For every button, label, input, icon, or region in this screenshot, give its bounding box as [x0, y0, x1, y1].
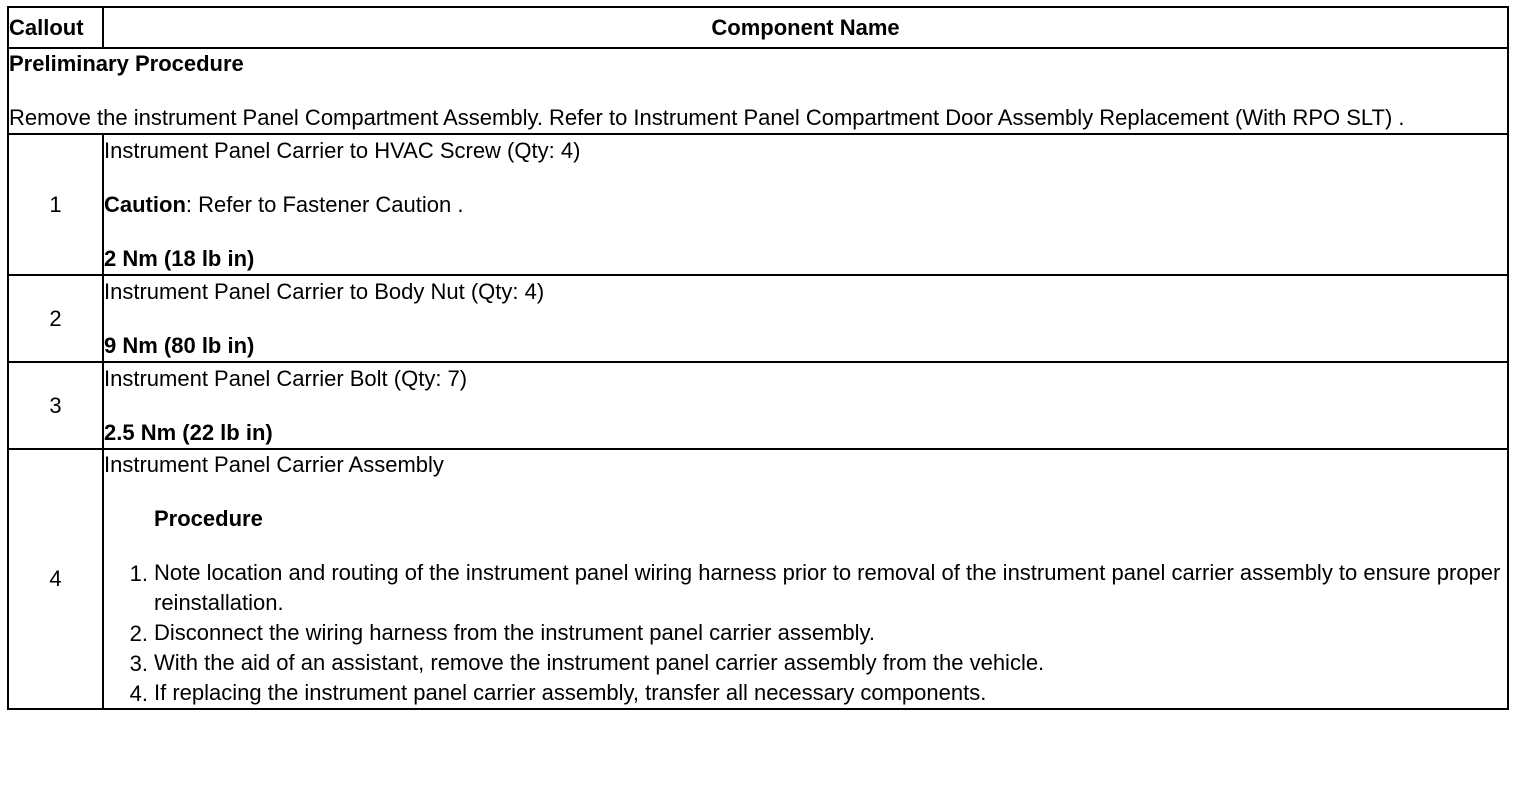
step-number: 2. — [129, 621, 148, 646]
callout-header: Callout — [8, 7, 103, 48]
torque-spec: 2 Nm (18 lb in) — [104, 245, 255, 271]
preliminary-heading: Preliminary Procedure — [9, 51, 244, 76]
step-text: With the aid of an assistant, remove the instrument panel carrier assembly from the vehicle. — [154, 650, 1045, 675]
component-cell — [103, 134, 1508, 275]
component-cell — [103, 449, 1508, 709]
component-cell — [103, 362, 1508, 449]
component-cell — [103, 275, 1508, 362]
torque-spec: 2.5 Nm (22 lb in) — [104, 419, 273, 445]
callout-number: 4 — [8, 449, 103, 709]
caution-text: : Refer to Fastener Caution . — [185, 191, 464, 217]
component-name: Instrument Panel Carrier Bolt (Qty: 7) — [104, 365, 468, 391]
procedure-title: Procedure — [154, 506, 263, 531]
preliminary-text: Remove the instrument Panel Compartment Assembly. Refer to Instrument Panel Compartment Door Assembly Replacement (With RPO SLT) . — [9, 105, 1405, 130]
component-name: Instrument Panel Carrier Assembly — [104, 452, 444, 477]
step-number: 3. — [129, 651, 148, 676]
step-text: Note location and routing of the instrument panel wiring harness prior to removal of the instrument panel carrier assembly to ensure proper reinstallation. — [154, 560, 1501, 615]
header-row — [8, 7, 1508, 48]
step-text: If replacing the instrument panel carrier assembly, transfer all necessary components. — [154, 680, 987, 705]
list-item — [129, 678, 1507, 708]
table-row — [8, 362, 1508, 449]
step-text: Disconnect the wiring harness from the instrument panel carrier assembly. — [154, 620, 876, 645]
callout-number: 3 — [8, 362, 103, 449]
list-item — [129, 558, 1507, 618]
component-table — [7, 6, 1509, 710]
torque-spec: 9 Nm (80 lb in) — [104, 332, 255, 358]
list-item — [129, 648, 1507, 678]
preliminary-cell — [8, 48, 1508, 134]
component-name: Instrument Panel Carrier to Body Nut (Qty: 4) — [104, 278, 545, 304]
list-item — [129, 618, 1507, 648]
table-row — [8, 275, 1508, 362]
step-number: 1. — [129, 561, 148, 586]
caution-note — [104, 190, 1507, 220]
table-row — [8, 134, 1508, 275]
caution-label: Caution — [104, 191, 186, 217]
callout-number: 2 — [8, 275, 103, 362]
table-row — [8, 449, 1508, 709]
component-name-header: Component Name — [103, 7, 1508, 48]
callout-number: 1 — [8, 134, 103, 275]
step-number: 4. — [129, 681, 148, 706]
preliminary-row — [8, 48, 1508, 134]
component-name: Instrument Panel Carrier to HVAC Screw (Qty: 4) — [104, 137, 581, 163]
procedure-steps — [104, 558, 1507, 708]
